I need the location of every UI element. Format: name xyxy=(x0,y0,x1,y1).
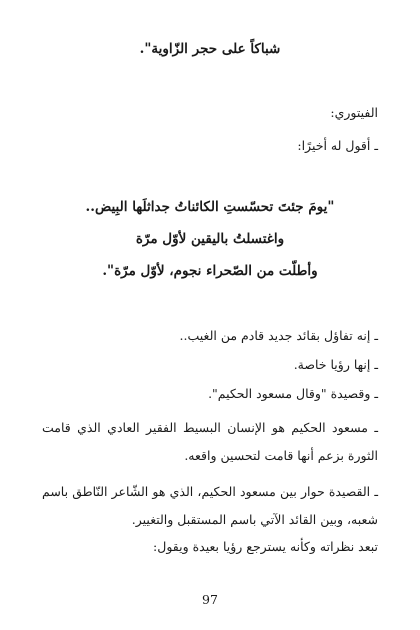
quote-line: وأطلّت من الصّحراء نجوم، لأوّل مرّة". xyxy=(102,263,318,279)
paragraph: ـ مسعود الحكيم هو الإنسان البسيط الفقير العادي الذي قامت الثورة بزعم أنها قامت لتحسين واقعه. xyxy=(42,420,378,463)
paragraph: ـ إنها رؤيا خاصة. xyxy=(293,357,378,372)
paragraph: ـ القصيدة حوار بين مسعود الحكيم، الذي هو الشّاعر النّاطق باسم شعبه، وبين القائد الآتي باسم المستقبل والتغيير. xyxy=(42,484,378,527)
paragraph: ـ إنه تفاؤل بقائد جديد قادم من الغيب.. xyxy=(179,328,378,343)
paragraph: ـ وقصيدة "وقال مسعود الحكيم". xyxy=(208,386,378,401)
speaker-said: ـ أقول له أخيرًا: xyxy=(297,138,378,153)
speaker-label: الفيتوري: xyxy=(330,105,378,120)
page-number: 97 xyxy=(202,592,218,607)
title-line: شباكاً على حجر الزّاوية". xyxy=(139,41,281,57)
quote-line: واغتسلتُ باليقين لأوّل مرّة xyxy=(135,231,285,247)
paragraph: تبعد نظراته وكأنه يسترجع رؤيا بعيدة ويقول: xyxy=(153,539,378,554)
quote-line: "يومَ جئتَ تحسّستِ الكائناتُ جداثلَها البِيض.. xyxy=(85,199,335,215)
